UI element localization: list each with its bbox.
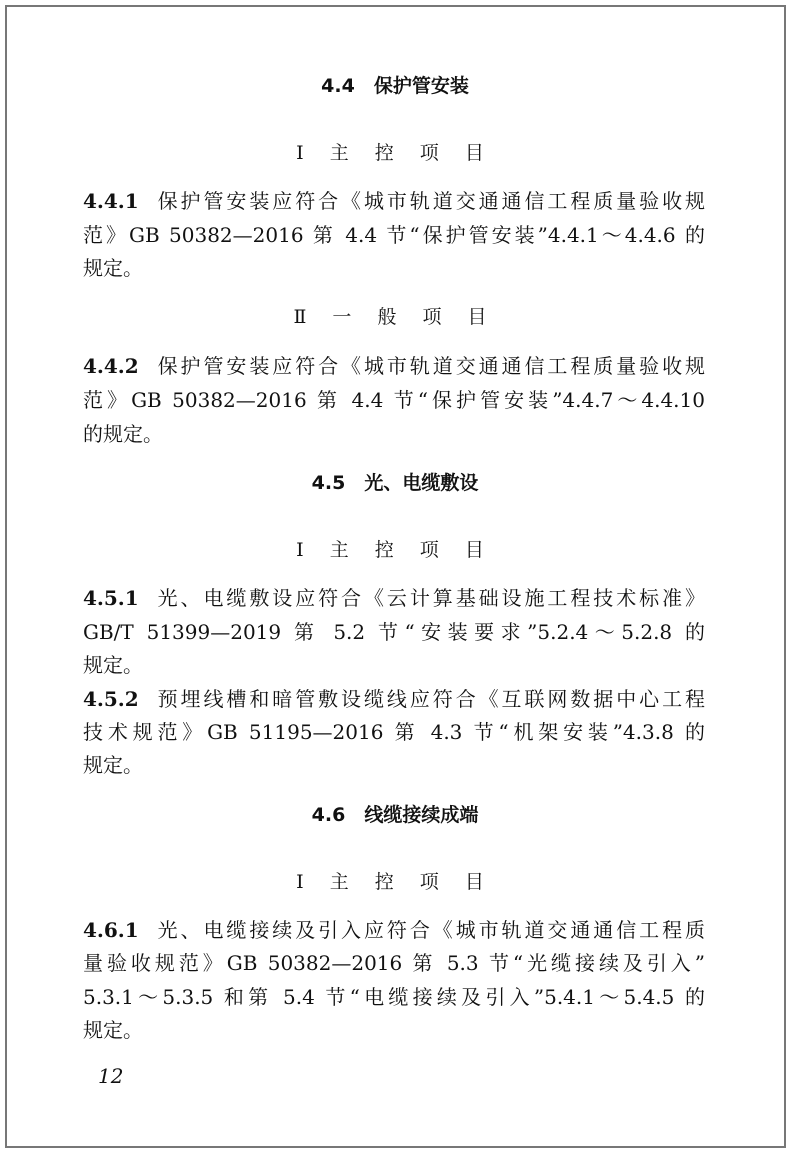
clause-number: 4.5.1 (83, 586, 139, 610)
clause-4-4-2-line: 范》GB 50382—2016 第 4.4 节“保护管安装”4.4.7～4.4.10 (83, 388, 705, 412)
section-heading-4-5: 4.5 光、电缆敷设 (311, 472, 479, 494)
clause-4-6-1-line: 5.3.1～5.3.5 和第 5.4 节“电缆接续及引入”5.4.1～5.4.5 的 (83, 985, 705, 1009)
subheading-main-items: Ⅰ 主 控 项 目 (296, 871, 494, 893)
subheading-main-items: Ⅰ 主 控 项 目 (296, 539, 494, 561)
clause-4-6-1-line: 量验收规范》GB 50382—2016 第 5.3 节“光缆接续及引入” (83, 951, 705, 975)
clause-4-4-2-line: 4.4.2 保护管安装应符合《城市轨道交通通信工程质量验收规 (83, 354, 705, 378)
clause-4-5-1-line: GB/T 51399—2019 第 5.2 节“安装要求”5.2.4～5.2.8 的 (83, 620, 705, 644)
subheading-general-items: Ⅱ 一 般 项 目 (293, 306, 497, 328)
clause-4-6-1-line: 4.6.1 光、电缆接续及引入应符合《城市轨道交通通信工程质 (83, 918, 705, 942)
clause-4-4-1-line: 4.4.1 保护管安装应符合《城市轨道交通通信工程质量验收规 (83, 189, 705, 213)
clause-4-4-1-line: 规定。 (83, 256, 143, 280)
clause-4-5-1-line: 规定。 (83, 653, 143, 677)
section-heading-4-4: 4.4 保护管安装 (321, 75, 469, 97)
clause-4-5-1-line: 4.5.1 光、电缆敷设应符合《云计算基础设施工程技术标准》 (83, 586, 705, 610)
clause-4-5-2-line: 4.5.2 预埋线槽和暗管敷设缆线应符合《互联网数据中心工程 (83, 687, 705, 711)
clause-4-6-1-line: 规定。 (83, 1018, 143, 1042)
page-number: 12 (98, 1064, 124, 1088)
clause-4-5-2-line: 技术规范》GB 51195—2016 第 4.3 节“机架安装”4.3.8 的 (83, 720, 705, 744)
clause-number: 4.5.2 (83, 687, 139, 711)
clause-number: 4.6.1 (83, 918, 139, 942)
clause-number: 4.4.1 (83, 189, 139, 213)
clause-4-4-1-line: 范》GB 50382—2016 第 4.4 节“保护管安装”4.4.1～4.4.6 的 (83, 223, 705, 247)
clause-4-4-2-line: 的规定。 (83, 422, 163, 446)
clause-number: 4.4.2 (83, 354, 139, 378)
clause-4-5-2-line: 规定。 (83, 753, 143, 777)
section-heading-4-6: 4.6 线缆接续成端 (311, 804, 479, 826)
subheading-main-items: Ⅰ 主 控 项 目 (296, 142, 494, 164)
page-border (5, 5, 786, 1148)
